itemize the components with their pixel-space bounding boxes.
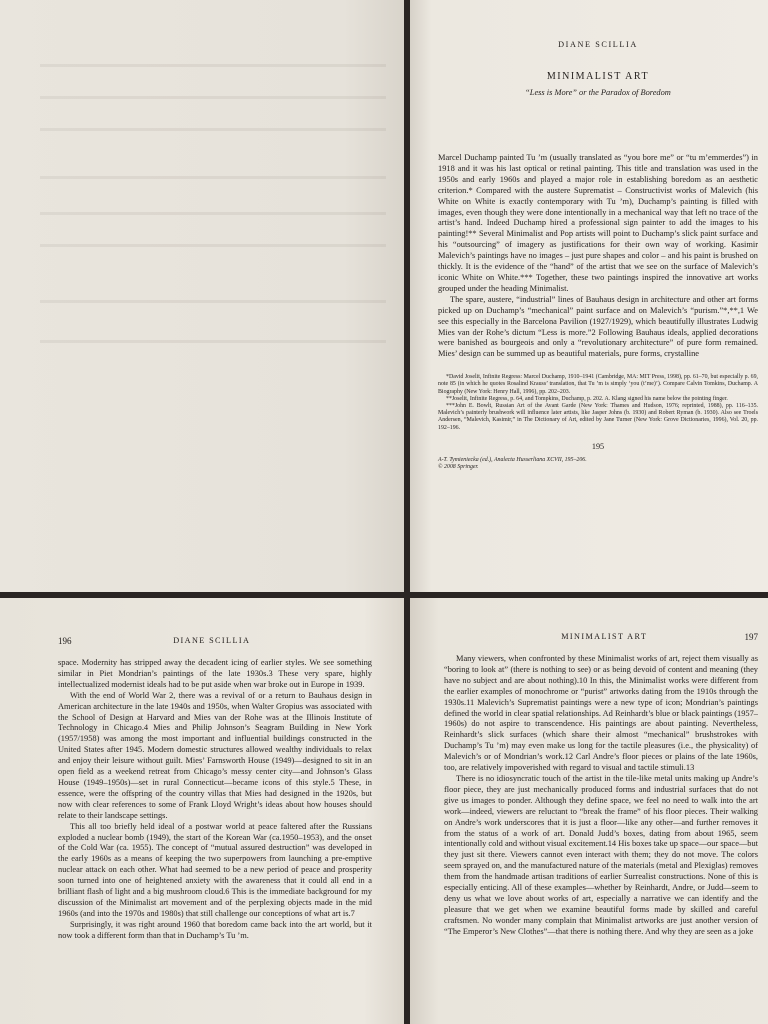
show-through bbox=[40, 96, 386, 99]
page-separator bbox=[0, 592, 768, 598]
paragraph: Many viewers, when confronted by these Minimalist works of art, reject them visually as “boring to look at” (there is nothing to see) or as being devoid of content and meaning (they have no subject and are about nothing).10 In this, the Minimalist works were different from the earlier examples of monochrome or “purist” artworks dating from the 1910s through the 1930s.11 Malevich’s Suprematist paintings were a new type of icon; Mondrian’s paintings defined the world in clear spatial relationships. Ad Reinhardt’s blue or black paintings (1957–1960s) do not aspire to transcendence. His paintings are about painting. Nevertheless, Reinhardt’s slick surfaces (which share their almost “mechanical” brushstrokes with Duchamp’s Tu ’m) may even make us long for the tactile pleasures (i.e., the physicality) of Malevich’s or of Mondrian’s work.12 Carl Andre’s floor pieces or plains of the late 1960s, too, are relatively impoverished with regard to visual and tactile stimuli.13 bbox=[444, 654, 758, 773]
running-head: DIANE SCILLIA bbox=[558, 40, 638, 49]
show-through bbox=[40, 244, 386, 247]
show-through bbox=[40, 176, 386, 179]
show-through bbox=[40, 212, 386, 215]
page-header bbox=[58, 636, 372, 646]
body-text bbox=[444, 654, 758, 938]
show-through bbox=[40, 64, 386, 67]
paragraph: Marcel Duchamp painted Tu ’m (usually translated as “you bore me” or “tu m’emmerdes”) in 1918 and it was his last optical or retinal painting. This title and translation was used in the 1950s and early 1960s and played a major role in establishing boredom as an aesthetic criterion.* Compared with the austere Suprematist – Constructivist works of Malevich (his White on White is exactly contemporary with Tu ’m), Duchamp’s painting is filled with images, even though they were done intentionally in a mechanical way that left no trace of the artist’s hand. Indeed Duchamp hired a professional sign painter to add the images to his painting!** Several Minimalist and Pop artists will point to Duchamp’s slick paint surface and his “outsourcing” of imagery as justifications for their own way of working. Kasimir Malevich’s paintings have no images – just pure shapes and color – and his paint is brushed on thickly. It is the evidence of the “hand” of the artist that we see on the surface of Malevich’s iconic White on White.*** Together, these two paintings inspired the innovative art works grouped under the heading Minimalist. bbox=[438, 153, 758, 293]
imprint-line: © 2008 Springer. bbox=[438, 464, 479, 471]
paragraph: space. Modernity has stripped away the decadent icing of earlier styles. We see something similar in Piet Mondrian’s paintings of the late 1930s.3 These very spare, highly intellectualized modernist ideals had to be put aside when war broke out in Europe in 1939. bbox=[58, 658, 372, 689]
page-number: 197 bbox=[744, 632, 758, 642]
show-through bbox=[40, 128, 386, 131]
body-text bbox=[438, 153, 758, 360]
paragraph: With the end of World War 2, there was a revival of or a return to Bauhaus design in American architecture in the late 1940s and 1950s, when Walter Gropius was associated with the School of Design at Harvard and Mies van der Rohe was at the Illinois Institute of Technology in Chicago.4 Mies and Philip Johnson’s Seagram Building in New York (1957/1958) was among the most important and influential buildings constructed in the United States after 1945. Modern domestic structures allowed wealthy individuals to relax and enjoy their leisure without guilt. Mies’ Farnsworth House (1949)—designed to sit in an open field as a weekend retreat from Chicago’s messy center city—and Johnson’s Glass House (1949–1950s)—set in rural Connecticut—became icons of this style.5 These, in essence, were the offspring of the country villas that Mies had designed in the 1920s, but now with clear references to some of Frank Lloyd Wright’s ideas about how houses should relate to their landscape settings. bbox=[58, 690, 372, 820]
page-197 bbox=[410, 598, 768, 1024]
paragraph: This all too briefly held ideal of a postwar world at peace faltered after the Russians exploded a nuclear bomb (1949), the start of the Korean War (ca.1950–1953), and the onset of the Cold War (ca. 1955). The concept of “mutual assured destruction” was developed in the early 1960s as a means of keeping the two superpowers from launching a pre-emptive nuclear attack on each other. What had seemed to be a new period of peace and prosperity soon turned into one of heightened anxiety with the awareness that it could all end in a brilliant flash of light and a big mushroom cloud.6 This is the immediate background for my discussion of the Minimalist art movement and of the perplexing objects made in the mid 1960s (and into the 1970s and 1980s) that still challenge our conceptions of what art is.7 bbox=[58, 821, 372, 918]
running-head: DIANE SCILLIA bbox=[173, 636, 251, 645]
page-gutter bbox=[404, 0, 410, 1024]
chapter-title: MINIMALIST ART bbox=[546, 71, 650, 82]
paragraph: There is no idiosyncratic touch of the artist in the tile-like metal units making up Andre’s floor piece, they are just mechanically produced forms and industrial surfaces that do not give us images to ponder. Although they define space, we feel no need to walk into the art work—indeed, viewers are reluctant to “break the frame” of his floor pieces. Their walking on Andre’s work underscores that it is just a floor—like any other—and further removes it from the status of a work of art. Donald Judd’s boxes, dating from about 1965, seem intentionally cold and without visual excitement.14 His boxes take up space—our space—but they just sit there. Viewers cannot even interact with them; they do not move. The colors seem sprayed on, and the manufactured nature of the materials (metal and Plexiglas) removes them from the handmade artisan traditions of earlier Surrealist constructions. None of this is especially enticing. All of these examples—whether by Reinhardt, Andre, or Judd—seem to deny us what we love about works of art, especially a narrative we can identify and the pleasure that we get when we examine beautiful forms made by skilled and careful craftsmen. No wonder many complain that Minimalist artworks are just another version of “The Emperor’s New Clothes”—that there is nothing there. And why they are seen as a joke bbox=[444, 773, 758, 936]
footnotes bbox=[438, 374, 758, 432]
imprint bbox=[438, 457, 758, 471]
blank-page bbox=[0, 0, 404, 592]
footnote: *David Joselit, Infinite Regress: Marcel Duchamp, 1910–1941 (Cambridge, MA: MIT Press, 1998), pp. 61–70, but especially p. 69, note 85 (in which he quotes Rosalind Krauss’ translation, that Tu ’m is simply ‘you (t’me)’). Compare Calvin Tomkins, Duchamp. A Biography (New York: Henry Hall, 1996), pp. 202–203. bbox=[438, 374, 758, 395]
show-through bbox=[40, 300, 386, 303]
running-head: MINIMALIST ART bbox=[561, 632, 648, 641]
footnote: ***John E. Bowlt, Russian Art of the Avant Garde (New York: Thames and Hudson, 1976; reprinted, 1988), pp. 116–135. Malevich’s painterly brushwork will influence later artists, like Jasper Johns (b. 1930) and Robert Ryman (b. 1930). Also see Troels Andersen, “Malevich, Kasimir,” in The Dictionary of Art, edited by Jane Turner (New York: Grove Dictionaries, 1996), Vol. 20, pp. 192–196. bbox=[438, 403, 758, 431]
footnote: **Joselit, Infinite Regress, p. 64, and Tompkins, Duchamp, p. 202. A. Klang signed his name below the pointing finger. bbox=[446, 395, 728, 402]
page-196 bbox=[0, 598, 404, 1024]
paragraph: Surprisingly, it was right around 1960 that boredom came back into the art world, but it now took a different form than that in Duchamp’s Tu ’m. bbox=[58, 919, 372, 940]
paragraph: The spare, austere, “industrial” lines of Bauhaus design in architecture and other art forms picked up on Duchamp’s “mechanical” paint surface and on Malevich’s “purism.”*,**,1 We see this especially in the Barcelona Pavilion (1927/1929), which beautifully illustrates Ludwig Mies van der Rohe’s dictum “Less is more.”2 Following Bauhaus ideals, applied decorations were banished as bourgeois and only a “revolutionary architecture” of pure form remained. Mies’ design can be summed up as beautiful materials, pure forms, crystalline bbox=[438, 294, 758, 359]
imprint-line: A-T. Tymieniecka (ed.), Analecta Husserliana XCVII, 195–206. bbox=[438, 456, 587, 463]
page-header bbox=[444, 632, 758, 642]
page-number: 196 bbox=[58, 636, 72, 646]
page-number: 195 bbox=[591, 441, 605, 451]
page-195 bbox=[410, 0, 768, 592]
chapter-subtitle: “Less is More” or the Paradox of Boredom bbox=[525, 88, 671, 97]
body-text bbox=[58, 658, 372, 942]
show-through bbox=[40, 340, 386, 343]
